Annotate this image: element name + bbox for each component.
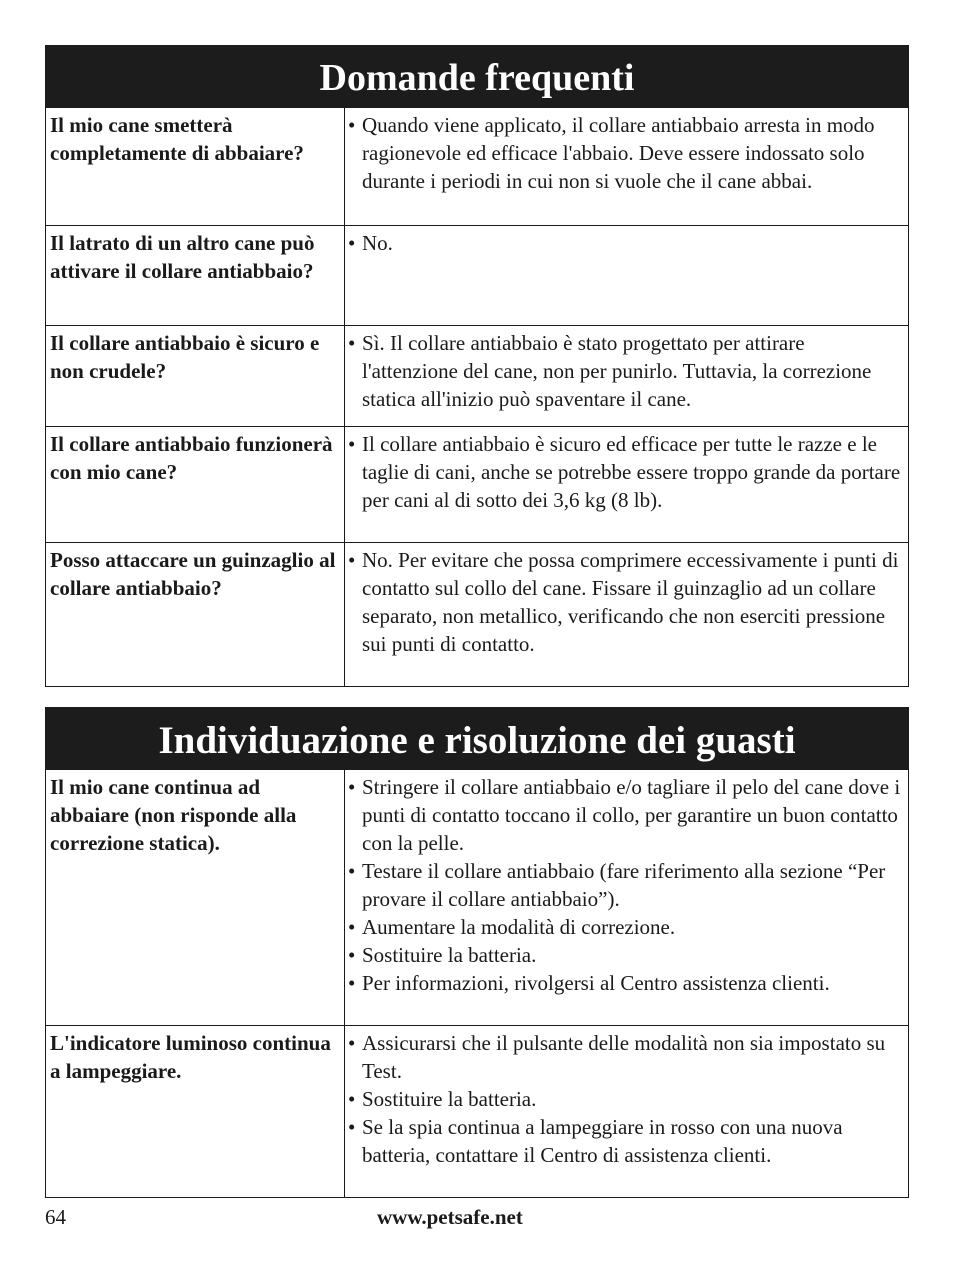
- answer-cell: [345, 543, 909, 687]
- solution-cell: [345, 1026, 909, 1198]
- solution-text: Assicurarsi che il pulsante delle modalità non sia impostato su Test.: [362, 1031, 886, 1083]
- list-item: [348, 229, 902, 257]
- table-row: [46, 326, 909, 427]
- list-item: [348, 1085, 902, 1113]
- answer-cell: [345, 427, 909, 543]
- troubleshooting-table: [45, 769, 909, 1198]
- list-item: [348, 857, 902, 913]
- list-item: [348, 430, 902, 514]
- bullet-icon: •: [348, 915, 356, 939]
- solution-text: Sostituire la batteria.: [362, 943, 537, 967]
- bullet-icon: •: [348, 1031, 356, 1055]
- solution-text: Se la spia continua a lampeggiare in rosso con una nuova batteria, contattare il Centro di assistenza clienti.: [362, 1115, 843, 1167]
- bullet-icon: •: [348, 231, 356, 255]
- question-cell: Il mio cane smetterà completamente di abbaiare?: [46, 108, 345, 226]
- solution-cell: [345, 770, 909, 1026]
- list-item: [348, 329, 902, 413]
- list-item: [348, 913, 902, 941]
- question-cell: Il latrato di un altro cane può attivare il collare antiabbaio?: [46, 226, 345, 326]
- bullet-icon: •: [348, 113, 356, 137]
- problem-cell: Il mio cane continua ad abbaiare (non risponde alla correzione statica).: [46, 770, 345, 1026]
- table-row: [46, 427, 909, 543]
- question-cell: Il collare antiabbaio funzionerà con mio cane?: [46, 427, 345, 543]
- list-item: [348, 111, 902, 195]
- solution-text: Per informazioni, rivolgersi al Centro assistenza clienti.: [362, 971, 830, 995]
- answer-text: No.: [362, 231, 393, 255]
- bullet-icon: •: [348, 971, 356, 995]
- list-item: [348, 969, 902, 997]
- list-item: [348, 941, 902, 969]
- problem-cell: L'indicatore luminoso continua a lampeggiare.: [46, 1026, 345, 1198]
- solution-text: Stringere il collare antiabbaio e/o tagliare il pelo del cane dove i punti di contatto toccano il collo, per garantire un buon contatto con la pelle.: [362, 775, 901, 855]
- bullet-icon: •: [348, 859, 356, 883]
- answer-text: Sì. Il collare antiabbaio è stato progettato per attirare l'attenzione del cane, non per punirlo. Tuttavia, la correzione statica all'inizio può spaventare il cane.: [362, 331, 872, 411]
- page-number: 64: [45, 1205, 66, 1229]
- page-footer: [45, 1205, 909, 1235]
- bullet-icon: •: [348, 775, 356, 799]
- website-url: www.petsafe.net: [377, 1205, 523, 1229]
- table-row: [46, 770, 909, 1026]
- troubleshooting-title: Individuazione e risoluzione dei guasti: [45, 707, 909, 769]
- answer-text: No. Per evitare che possa comprimere eccessivamente i punti di contatto sul collo del cane. Fissare il guinzaglio ad un collare separato, non metallico, verificando che non eserciti pressione sui punti di contatto.: [362, 548, 899, 656]
- faq-title: Domande frequenti: [45, 45, 909, 107]
- solution-text: Testare il collare antiabbaio (fare riferimento alla sezione “Per provare il collare antiabbaio”).: [362, 859, 886, 911]
- bullet-icon: •: [348, 331, 356, 355]
- faq-table: [45, 107, 909, 687]
- question-cell: Il collare antiabbaio è sicuro e non crudele?: [46, 326, 345, 427]
- list-item: [348, 773, 902, 857]
- list-item: [348, 1029, 902, 1085]
- table-row: [46, 226, 909, 326]
- faq-section: [45, 45, 909, 687]
- bullet-icon: •: [348, 432, 356, 456]
- answer-text: Il collare antiabbaio è sicuro ed efficace per tutte le razze e le taglie di cani, anche se potrebbe essere troppo grande da portare per cani al di sotto dei 3,6 kg (8 lb).: [362, 432, 901, 512]
- table-row: [46, 543, 909, 687]
- question-cell: Posso attaccare un guinzaglio al collare antiabbaio?: [46, 543, 345, 687]
- list-item: [348, 1113, 902, 1169]
- bullet-icon: •: [348, 943, 356, 967]
- answer-cell: [345, 326, 909, 427]
- solution-text: Sostituire la batteria.: [362, 1087, 537, 1111]
- bullet-icon: •: [348, 1115, 356, 1139]
- table-row: [46, 1026, 909, 1198]
- list-item: [348, 546, 902, 658]
- bullet-icon: •: [348, 548, 356, 572]
- bullet-icon: •: [348, 1087, 356, 1111]
- answer-text: Quando viene applicato, il collare antiabbaio arresta in modo ragionevole ed efficace l'abbaio. Deve essere indossato solo durante i periodi in cui non si vuole che il cane abbai.: [362, 113, 875, 193]
- table-row: [46, 108, 909, 226]
- troubleshooting-section: [45, 707, 909, 1198]
- answer-cell: [345, 108, 909, 226]
- answer-cell: [345, 226, 909, 326]
- solution-text: Aumentare la modalità di correzione.: [362, 915, 676, 939]
